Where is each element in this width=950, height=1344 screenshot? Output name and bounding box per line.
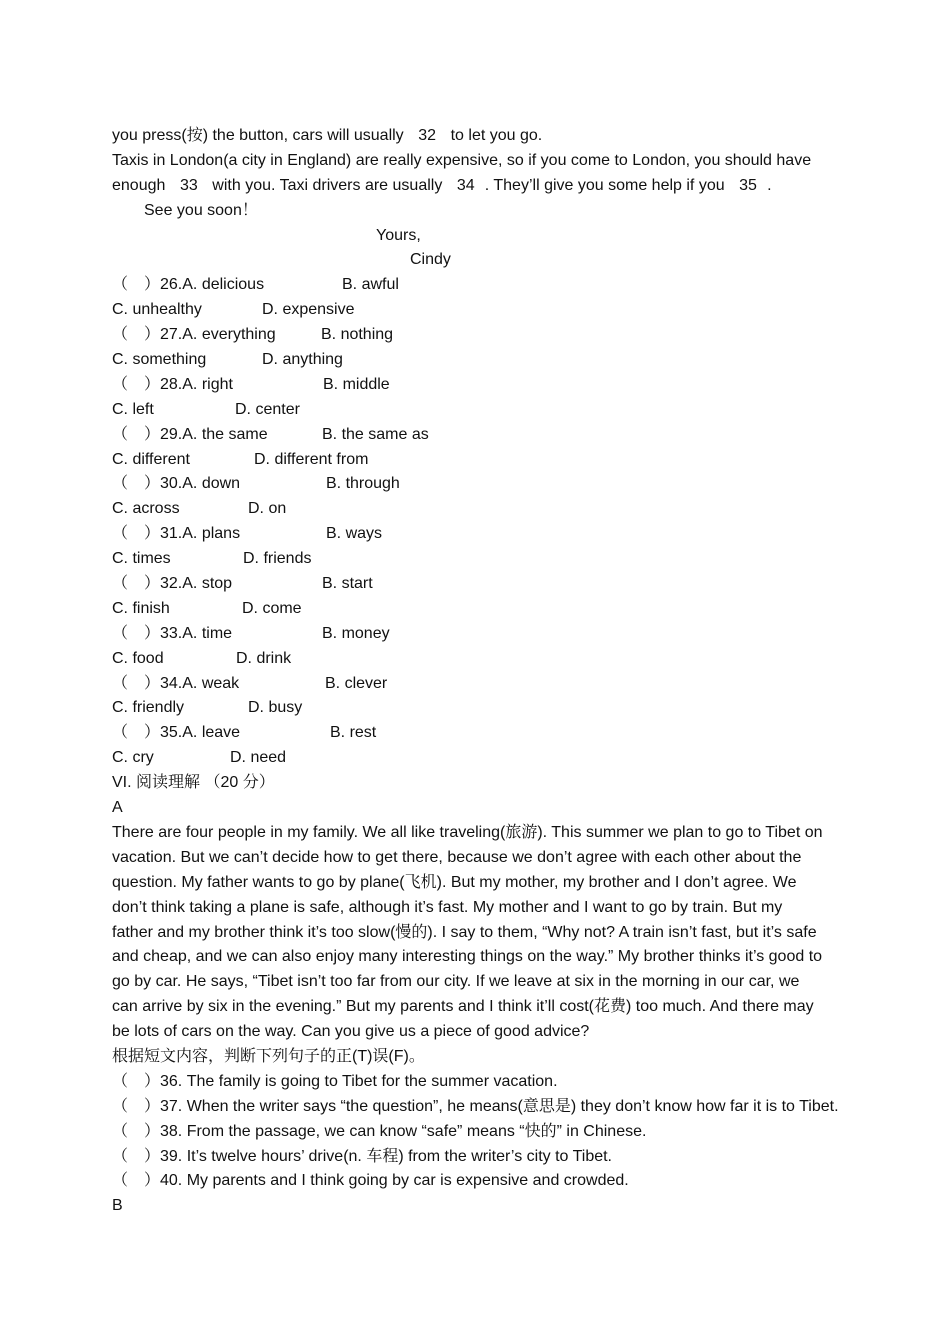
true-false-questions bbox=[112, 1070, 872, 1194]
letter-line bbox=[112, 174, 872, 199]
cloze-question bbox=[112, 672, 872, 722]
question-number: （ ）35. bbox=[112, 724, 183, 742]
passage-line: don’t think taking a plane is safe, although it’s fast. My mother and I want to go by train. But my bbox=[112, 898, 783, 916]
passage-line: and cheap, and we can also enjoy many interesting things on the way.” My brother thinks it’s good to bbox=[112, 948, 823, 966]
letter-text: to let you go. bbox=[450, 127, 543, 144]
option-c: C. friendly bbox=[112, 699, 185, 717]
option-c: C. food bbox=[112, 649, 164, 667]
passage-line: question. My father wants to go by plane(飞机). But my mother, my brother and I don’t agree. We bbox=[112, 873, 797, 891]
option-row-cd bbox=[112, 398, 872, 423]
option-a: A. the same bbox=[182, 425, 268, 443]
option-a: A. stop bbox=[182, 575, 233, 593]
option-d: D. on bbox=[248, 500, 287, 518]
blank-number: 33 bbox=[179, 176, 198, 194]
option-row-ab bbox=[112, 423, 872, 448]
option-row-ab bbox=[112, 273, 872, 298]
option-c: C. finish bbox=[112, 599, 170, 617]
letter-yours: Yours, bbox=[376, 226, 421, 244]
option-row-ab bbox=[112, 672, 872, 697]
letter-text: enough bbox=[112, 176, 166, 194]
question-number: （ ）34. bbox=[112, 674, 183, 692]
option-b: B. money bbox=[322, 624, 390, 642]
reading-passage bbox=[112, 821, 872, 1045]
letter-text: . bbox=[767, 176, 772, 194]
option-row-cd bbox=[112, 597, 872, 622]
passage-line: be lots of cars on the way. Can you give us a piece of good advice? bbox=[112, 1023, 590, 1041]
cloze-question bbox=[112, 423, 872, 473]
passage-line: vacation. But we can’t decide how to get there, because we don’t agree with each other about the bbox=[112, 848, 802, 866]
option-d: D. busy bbox=[248, 699, 303, 717]
section-title: VI. 阅读理解 （20 分） bbox=[112, 774, 275, 792]
question-number: （ ）31. bbox=[112, 525, 183, 543]
letter-line bbox=[112, 124, 872, 149]
option-b: B. nothing bbox=[321, 326, 394, 344]
instruction: 根据短文内容，判断下列句子的正(T)误(F)。 bbox=[112, 1047, 425, 1065]
letter-text: . They’ll give you some help if you bbox=[484, 176, 725, 194]
option-d: D. expensive bbox=[262, 301, 355, 319]
blank-number: 34 bbox=[456, 176, 475, 194]
option-c: C. cry bbox=[112, 749, 154, 767]
cloze-question bbox=[112, 721, 872, 771]
option-row-cd bbox=[112, 746, 872, 771]
option-b: B. the same as bbox=[322, 425, 429, 443]
blank-number: 32 bbox=[418, 127, 437, 144]
tf-question: （ ）37. When the writer says “the question”, he means(意思是) they don’t know how far it is to Tibet. bbox=[112, 1097, 839, 1115]
tf-question: （ ）40. My parents and I think going by car is expensive and crowded. bbox=[112, 1172, 629, 1190]
option-c: C. times bbox=[112, 550, 171, 568]
option-d: D. drink bbox=[236, 649, 292, 667]
option-a: A. down bbox=[182, 475, 241, 493]
cloze-question bbox=[112, 323, 872, 373]
option-row-cd bbox=[112, 647, 872, 672]
option-row-cd bbox=[112, 448, 872, 473]
option-b: B. awful bbox=[342, 276, 399, 294]
cloze-question bbox=[112, 472, 872, 522]
option-row-ab bbox=[112, 323, 872, 348]
option-row-cd bbox=[112, 497, 872, 522]
cloze-question bbox=[112, 522, 872, 572]
option-d: D. friends bbox=[243, 550, 312, 568]
tf-question: （ ）39. It’s twelve hours’ drive(n. 车程) from the writer’s city to Tibet. bbox=[112, 1147, 613, 1165]
part-heading-b: B bbox=[112, 1197, 123, 1215]
option-row-ab bbox=[112, 721, 872, 746]
question-number: （ ）32. bbox=[112, 575, 183, 593]
letter-text: with you. Taxi drivers are usually bbox=[212, 176, 443, 194]
option-b: B. middle bbox=[323, 375, 390, 393]
option-d: D. anything bbox=[262, 351, 343, 369]
tf-question: （ ）38. From the passage, we can know “safe” means “快的” in Chinese. bbox=[112, 1122, 647, 1140]
option-c: C. something bbox=[112, 351, 207, 369]
option-a: A. time bbox=[182, 624, 233, 642]
option-row-cd bbox=[112, 547, 872, 572]
option-a: A. everything bbox=[182, 326, 276, 344]
tf-question: （ ）36. The family is going to Tibet for the summer vacation. bbox=[112, 1072, 558, 1090]
option-row-cd bbox=[112, 298, 872, 323]
page-content bbox=[112, 124, 872, 1219]
option-row-ab bbox=[112, 522, 872, 547]
option-a: A. plans bbox=[182, 525, 241, 543]
option-row-ab bbox=[112, 622, 872, 647]
passage-line: father and my brother think it’s too slow(慢的). I say to them, “Why not? A train isn’t fast, but it’s safe bbox=[112, 923, 817, 941]
letter-signature: Cindy bbox=[410, 251, 451, 269]
blank-number: 35 bbox=[739, 176, 757, 194]
option-a: A. weak bbox=[182, 674, 240, 692]
option-b: B. rest bbox=[330, 724, 377, 742]
letter-line: Taxis in London(a city in England) are really expensive, so if you come to London, you should have bbox=[112, 151, 812, 169]
option-row-ab bbox=[112, 572, 872, 597]
question-number: （ ）27. bbox=[112, 326, 183, 344]
option-row-ab bbox=[112, 373, 872, 398]
option-row-ab bbox=[112, 472, 872, 497]
option-a: A. leave bbox=[182, 724, 241, 742]
option-d: D. need bbox=[230, 749, 287, 767]
option-d: D. come bbox=[242, 599, 302, 617]
letter-closing: See you soon！ bbox=[144, 201, 258, 219]
cloze-question bbox=[112, 622, 872, 672]
option-c: C. unhealthy bbox=[112, 301, 202, 319]
option-b: B. ways bbox=[326, 525, 383, 543]
option-b: B. clever bbox=[325, 674, 388, 692]
passage-line: There are four people in my family. We all like traveling(旅游). This summer we plan to go to Tibet on bbox=[112, 823, 823, 841]
option-a: A. delicious bbox=[182, 276, 265, 294]
passage-line: go by car. He says, “Tibet isn’t too far from our city. If we leave at six in the morning in our car, we bbox=[112, 973, 800, 991]
option-d: D. different from bbox=[254, 450, 369, 468]
question-number: （ ）30. bbox=[112, 475, 183, 493]
option-b: B. through bbox=[326, 475, 400, 493]
cloze-question bbox=[112, 273, 872, 323]
option-row-cd bbox=[112, 348, 872, 373]
question-number: （ ）26. bbox=[112, 276, 183, 294]
option-row-cd bbox=[112, 696, 872, 721]
question-number: （ ）28. bbox=[112, 375, 183, 393]
option-b: B. start bbox=[322, 575, 373, 593]
letter-text: you press(按) the button, cars will usually bbox=[112, 127, 404, 144]
question-number: （ ）33. bbox=[112, 624, 183, 642]
part-heading-a: A bbox=[112, 799, 123, 817]
option-c: C. across bbox=[112, 500, 180, 518]
question-number: （ ）29. bbox=[112, 425, 183, 443]
option-a: A. right bbox=[182, 375, 233, 393]
cloze-question bbox=[112, 373, 872, 423]
option-c: C. different bbox=[112, 450, 190, 468]
option-d: D. center bbox=[235, 400, 300, 418]
passage-line: can arrive by six in the evening.” But my parents and I think it’ll cost(花费) too much. And there may bbox=[112, 998, 814, 1016]
cloze-question bbox=[112, 572, 872, 622]
option-c: C. left bbox=[112, 400, 154, 418]
